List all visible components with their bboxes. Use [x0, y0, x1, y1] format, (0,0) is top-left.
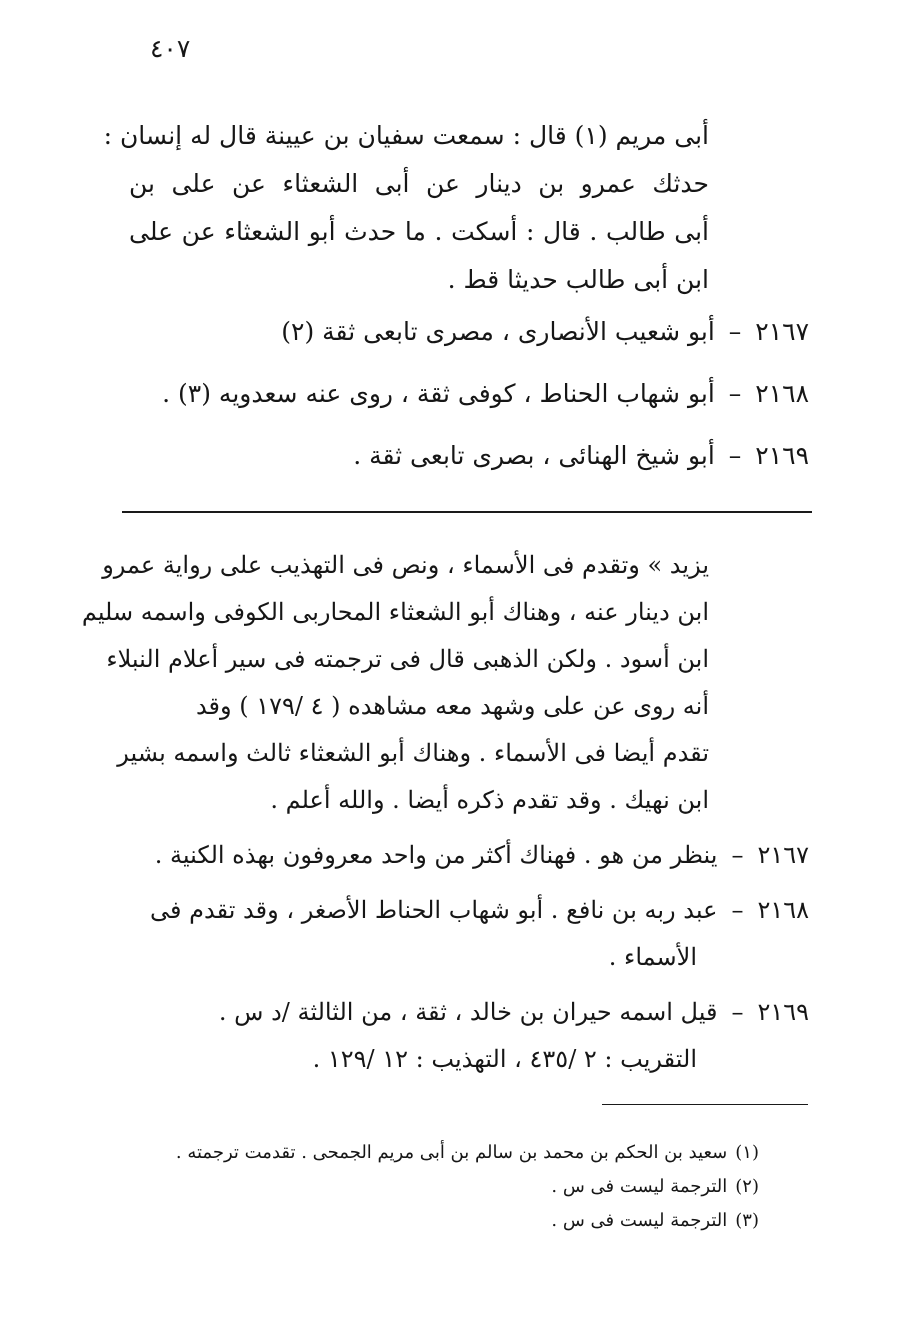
footnote-marker: (٣)	[735, 1210, 759, 1231]
main-text-line: ابن أبى طالب حديثا قط .	[447, 265, 709, 294]
footnote-marker: (١)	[735, 1142, 759, 1163]
footnote-2	[119, 1170, 759, 1204]
entry-2168	[109, 370, 809, 432]
main-text	[103, 112, 709, 304]
footnote-marker: (٢)	[735, 1176, 759, 1197]
note-entry-2167	[109, 832, 809, 879]
note-dash: –	[731, 896, 744, 924]
entry-number: ٢١٦٨	[755, 379, 809, 408]
notes-continuation	[81, 542, 709, 824]
note-dash: –	[731, 841, 744, 869]
note-number: ٢١٦٨	[757, 896, 809, 924]
note-text: قيل اسمه حيران بن خالد ، ثقة ، من الثالثة /د س .	[218, 998, 718, 1026]
entry-text: أبو شهاب الحناط ، كوفى ثقة ، روى عنه سعدويه (٣) .	[162, 379, 715, 408]
footnote-text: الترجمة ليست فى س .	[551, 1210, 728, 1231]
entry-dash: –	[728, 379, 742, 408]
note-line: أنه روى عن على وشهد معه مشاهده ( ٤ /١٧٩ ) وقد	[195, 692, 709, 720]
note-line: ابن نهيك . وقد تقدم ذكره أيضا . والله أعلم .	[270, 786, 709, 814]
entry-dash: –	[728, 441, 742, 470]
note-line: يزيد » وتقدم فى الأسماء ، ونص فى التهذيب على رواية عمرو	[102, 551, 709, 579]
note-entry-2169	[109, 989, 809, 1083]
note-line: ابن أسود . ولكن الذهبى قال فى ترجمته فى سير أعلام النبلاء	[106, 645, 709, 673]
entry-number: ٢١٦٧	[755, 317, 809, 346]
entry-dash: –	[728, 317, 742, 346]
entry-text: أبو شعيب الأنصارى ، مصرى تابعى ثقة (٢)	[281, 317, 715, 346]
footnote-text: الترجمة ليست فى س .	[551, 1176, 728, 1197]
note-line: ابن دينار عنه ، وهناك أبو الشعثاء المحاربى الكوفى واسمه سليم	[81, 598, 709, 626]
note-continuation: الأسماء .	[608, 943, 697, 971]
entry-number: ٢١٦٩	[755, 441, 809, 470]
entries-list	[109, 308, 809, 494]
note-dash: –	[731, 998, 744, 1026]
entry-2169	[109, 432, 809, 494]
page-number: ٤٠٧	[150, 34, 191, 63]
note-number: ٢١٦٩	[757, 998, 809, 1026]
notes-separator-rule	[122, 511, 812, 513]
main-text-line: أبى طالب . قال : أسكت . ما حدث أبو الشعثاء عن على	[129, 217, 709, 246]
notes-entries	[109, 832, 809, 1091]
main-text-line: حدثك عمرو بن دينار عن أبى الشعثاء عن على بن	[129, 169, 709, 198]
footnote-separator-rule	[602, 1104, 808, 1105]
note-entry-2168	[109, 887, 809, 981]
entry-text: أبو شيخ الهنائى ، بصرى تابعى ثقة .	[353, 441, 715, 470]
note-text: ينظر من هو . فهناك أكثر من واحد معروفون بهذه الكنية .	[154, 841, 718, 869]
footnotes	[119, 1136, 759, 1238]
footnote-3	[119, 1204, 759, 1238]
note-line: تقدم أيضا فى الأسماء . وهناك أبو الشعثاء ثالث واسمه بشير	[117, 739, 709, 767]
main-text-line: أبى مريم (١) قال : سمعت سفيان بن عيينة قال له إنسان :	[103, 121, 709, 150]
footnote-text: سعيد بن الحكم بن محمد بن سالم بن أبى مريم الجمحى . تقدمت ترجمته .	[175, 1142, 728, 1163]
entry-2167	[109, 308, 809, 370]
note-number: ٢١٦٧	[757, 841, 809, 869]
footnote-1	[119, 1136, 759, 1170]
note-continuation: التقريب : ٢ /٤٣٥ ، التهذيب : ١٢ /١٢٩ .	[312, 1045, 697, 1073]
note-text: عبد ربه بن نافع . أبو شهاب الحناط الأصغر ، وقد تقدم فى	[150, 896, 718, 924]
